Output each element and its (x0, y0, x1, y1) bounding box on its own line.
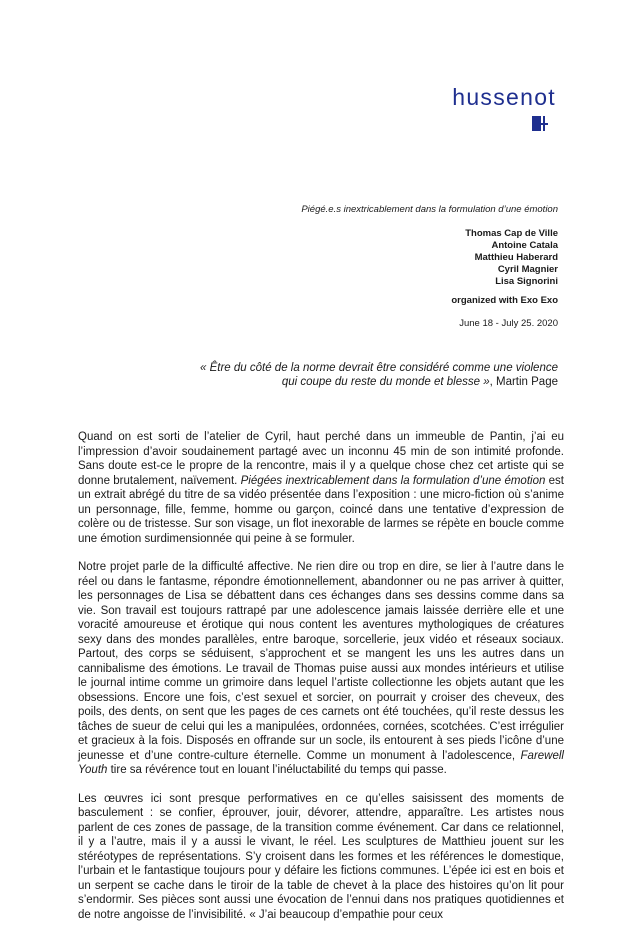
artist-name: Matthieu Haberard (474, 252, 558, 263)
paragraph (78, 430, 564, 546)
paragraph (78, 560, 564, 778)
brand-logo-text: hussenot (452, 84, 556, 110)
paragraph-text: est un extrait abrégé du titre de sa vidéo présentée dans l’exposition : une micro-fiction où s’anime un personnage, fille, femme, homme ou garçon, coincé dans une tentative d’expression de colère ou de tristesse. Sur son visage, un flot inexorable de larmes se répète en boucle comme une émotion surdimensionnée qui peine à se formuler. (78, 474, 564, 545)
epigraph-quote (138, 361, 558, 389)
quote-author: , Martin Page (489, 376, 558, 388)
exhibition-title: Piégé.e.s inextricablement dans la formulation d’une émotion (301, 204, 558, 215)
artist-name: Antoine Catala (491, 240, 558, 251)
paragraph-text: Notre projet parle de la difficulté affective. Ne rien dire ou trop en dire, se lier à l’autre dans le réel ou dans le fantasme, répondre émotionnellement, abandonner ou ne pas arriver à quitter, les personnages de Lisa se débattent dans ces échanges dans ses dessins comme dans sa vie. Son travail est toujours rattrapé par une adolescence jamais laissée derrière elle et une voracité amoureuse et érotique qui nous content les aventures mythologiques de créatures sexy dans des mondes parallèles, entre baroque, sorcellerie, jeux vidéo et réseaux sociaux. Partout, des corps se séduisent, s’approchent et se mangent les uns les autres dans un cannibalisme des émotions. Le travail de Thomas puise aussi aux mondes intérieurs et utilise le journal intime comme un grimoire dans lequel l’artiste collectionne les objets autant que les obsessions. Encore une fois, c’est sexuel et sorcier, on pourrait y croiser des cheveux, des poils, des dents, on sent que les pages de ces carnets ont été touchées, qu’il reste dessus les tâches de sueur de celui qui les a manipulées, ordonnées, cornées, scotchées. C’est irrégulier et gracieux à la fois. Disposés en offrande sur un socle, ils entourent à ses pieds l’icône d’une jeunesse et d’une contre-culture éternelle. Comme un monument à l’adolescence, (78, 561, 564, 762)
paragraph (78, 792, 564, 923)
artist-name: Cyril Magnier (497, 264, 558, 275)
body-text (78, 430, 564, 936)
work-title: Piégées inextricablement dans la formulation d’une émotion (240, 474, 546, 487)
paragraph-text: Quand on est sorti de l’atelier de Cyril, haut perché dans un immeuble de Pantin, j’ai eu l’impression d’avoir soudainement partagé avec un inconnu 45 min de son intimité profonde. Sans doute est-ce le propre de la rencontre, mais il y a quelque chose chez cet artiste qui se donne brutalement, naïvement. (78, 431, 564, 487)
work-title: Farewell Youth (78, 749, 564, 776)
quote-line-1: « Être du côté de la norme devrait être considéré comme une violence (200, 362, 558, 374)
organized-with: organized with Exo Exo (451, 295, 558, 306)
brand-header (452, 84, 556, 111)
artist-name: Thomas Cap de Ville (465, 228, 558, 239)
exhibition-dates: June 18 - July 25. 2020 (459, 318, 558, 329)
quote-line-2: qui coupe du reste du monde et blesse » (281, 376, 490, 388)
artist-name: Lisa Signorini (495, 276, 558, 287)
paragraph-text: Les œuvres ici sont presque performatives en ce qu’elles saisissent des moments de basculement : se confier, éprouver, jouir, dévorer, attendre, apparaître. Les artistes nous parlent de ces zones de passage, de la transition comme événement. Car dans ce relationnel, il y a l’autre, mais il y a aussi le vivant, le réel. Les sculptures de Matthieu jouent sur les stéréotypes de représentations. S’y croisent dans les formes et les références le domestique, l’urbain et le fantastique toujours pour y défaire les fictions communes. L’épée ici est en bois et un serpent se cache dans le tiroir de la table de chevet à la place des histoires qu’on lit pour s’endormir. Ses pièces sont aussi une évocation de l’ennui dans nos pratiques quotidiennes et de notre angoisse de l’invisibilité. « J’ai beaucoup d’empathie pour ceux (78, 792, 564, 921)
brand-mark-icon (532, 116, 548, 132)
artist-list (465, 228, 558, 288)
paragraph-text: tire sa révérence tout en louant l’inéluctabilité du temps qui passe. (107, 764, 447, 776)
